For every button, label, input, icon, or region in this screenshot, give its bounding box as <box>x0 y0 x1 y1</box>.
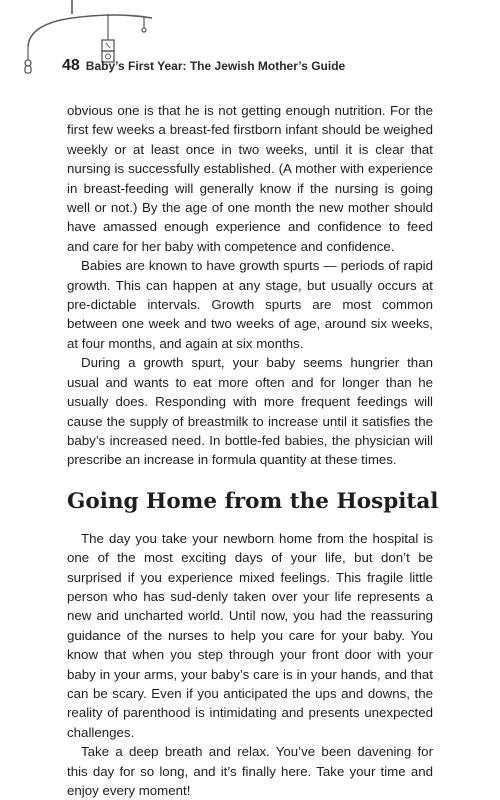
body-paragraph: Babies are known to have growth spurts — periods of rapid growth. This can happen at any stage, but usually occurs at pre‑dictable intervals. Growth spurts are most common between one week and two weeks of age, around six weeks, at four months, and again at six months. <box>67 258 433 351</box>
page-number: 48 <box>62 57 80 74</box>
page-body <box>67 101 439 800</box>
book-title: Baby’s First Year: The Jewish Mother’s Guide <box>85 59 346 73</box>
body-paragraph: The day you take your newborn home from the hospital is one of the most exciting days of your life, but don’t be surprised if you experience mixed feelings. This fragile little person who has sud‑denly taken over your life represents a new and uncharted world. Until now, you had the reassuring guidance of the nurses to help you care for your baby. You know that when you step through your front door with your baby in your arms, your baby’s care is in your hands, and that can be scary. Even if you anticipated the ups and downs, the reality of parenthood is intimidating and presents unexpected challenges. <box>67 530 433 740</box>
body-paragraph: During a growth spurt, your baby seems hungrier than usual and wants to eat more often and for longer than he usually does. Responding with more frequent feedings will cause the supply of breastmilk to increase until it satisfies the baby’s increased need. In bottle-fed babies, the physician will prescribe an increase in formula quantity at these times. <box>67 355 433 468</box>
body-paragraph: obvious one is that he is not getting enough nutrition. For the first few weeks a breast-fed firstborn infant should be weighed weekly or at least once in two weeks, until it is clear that nursing is successfully established. (A mother with experience in breast‑feeding will generally know if the nursing is going well or not.) By the age of one month the new mother should have amassed enough experience and confidence to feed and care for her baby with competence and confidence. <box>67 103 433 254</box>
running-head <box>62 57 345 75</box>
body-paragraph: Take a deep breath and relax. You’ve been davening for this day for so long, and it’s finally here. Take your time and enjoy every moment! <box>67 744 433 798</box>
section-heading: Going Home from the Hospital <box>67 488 439 514</box>
